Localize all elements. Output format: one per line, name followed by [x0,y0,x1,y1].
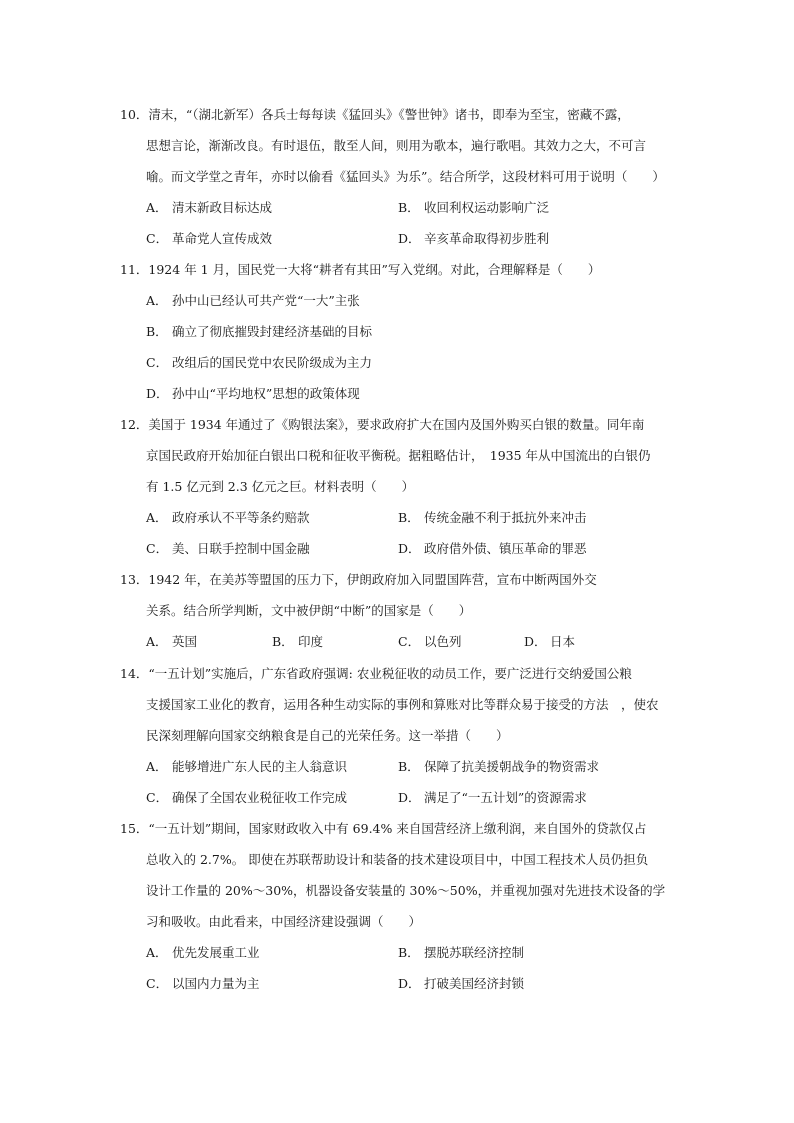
question-stem: 习和吸收。由此看来，中国经济建设强调（ ） [146,914,422,929]
option-d[interactable]: D． 日本 [524,634,576,649]
question-13 [120,564,690,657]
option-row [120,533,690,564]
question-stem: 支援国家工业化的教育，运用各种生动实际的事例和算账对比等群众易于接受的方法 ，使农 [146,697,659,712]
question-15 [120,813,690,999]
option-a[interactable]: A． 能够增进广东人民的主人翁意识 [146,759,348,774]
question-stem: 有 1.5 亿元到 2.3 亿元之巨。材料表明（ ） [146,479,415,494]
option-c[interactable]: C． 革命党人宣传成效 [146,231,273,246]
option-a[interactable]: A． 英国 [146,634,198,649]
question-stem: 15．“一五计划”期间，国家财政收入中有 69.4% 来自国营经济上缴利润，来自国外的贷款仅占 [120,821,647,836]
question-stem: 民深刻理解向国家交纳粮食是自己的光荣任务。这一举措（ ） [146,728,509,743]
question-stem: 思想言论，渐渐改良。有时退伍，散至人间，则用为歌本，遍行歌唱。其效力之大，不可言 [146,138,647,153]
option-c[interactable]: C． 以色列 [398,634,462,649]
option-row [120,968,690,999]
option-row [120,192,690,223]
question-stem: 喻。而文学堂之青年，亦时以偷看《猛回头》为乐”。结合所学，这段材料可用于说明（ ） [146,169,665,184]
question-stem: 11．1924 年 1 月，国民党一大将“耕者有其田”写入党纲。对此，合理解释是（ ） [120,262,601,277]
option-c[interactable]: C． 确保了全国农业税征收工作完成 [146,790,348,805]
option-row [120,782,690,813]
question-stem: 13．1942 年，在美苏等盟国的压力下，伊朗政府加入同盟国阵营，宣布中断两国外交 [120,572,597,587]
question-stem: 10．清末，“（湖北新军）各兵士每每读《猛回头》《警世钟》诸书，即奉为至宝，密藏不露， [120,107,630,122]
option-d[interactable]: D． 打破美国经济封锁 [398,976,525,991]
question-stem: 设计工作量的 20%～30%，机器设备安装量的 30%～50%，并重视加强对先进技术设备的学 [146,883,666,898]
option-a[interactable]: A． 清末新政目标达成 [146,200,273,215]
option-a[interactable]: A． 政府承认不平等条约赔款 [146,510,310,525]
option-c[interactable]: C． 改组后的国民党中农民阶级成为主力 [146,355,373,370]
question-12 [120,409,690,564]
option-row [120,223,690,254]
option-row [120,751,690,782]
question-stem: 总收入的 2.7%。 即使在苏联帮助设计和装备的技术建设项目中，中国工程技术人员仍担负 [146,852,649,867]
question-stem: 14．“一五计划”实施后，广东省政府强调: 农业税征收的动员工作，要广泛进行交纳爱国公粮 [120,666,632,681]
question-11 [120,254,690,409]
question-10 [120,99,690,254]
option-c[interactable]: C． 美、日联手控制中国金融 [146,541,310,556]
option-b[interactable]: B． 传统金融不利于抵抗外来冲击 [398,510,587,525]
option-d[interactable]: D． 辛亥革命取得初步胜利 [398,231,550,246]
option-b[interactable]: B． 印度 [272,634,324,649]
option-b[interactable]: B． 保障了抗美援朝战争的物资需求 [398,759,600,774]
question-stem: 关系。结合所学判断，文中被伊朗“中断”的国家是（ ） [146,603,472,618]
option-b[interactable]: B． 摆脱苏联经济控制 [398,945,525,960]
option-a[interactable]: A． 孙中山已经认可共产党“一大”主张 [146,293,360,308]
question-stem: 12．美国于 1934 年通过了《购银法案》，要求政府扩大在国内及国外购买白银的数量。同年南 [120,417,645,432]
option-row [120,502,690,533]
option-d[interactable]: D． 满足了“一五计划”的资源需求 [398,790,587,805]
question-stem: 京国民政府开始加征白银出口税和征收平衡税。据粗略估计， 1935 年从中国流出的白银仍 [146,448,651,463]
question-14 [120,658,690,813]
option-c[interactable]: C． 以国内力量为主 [146,976,260,991]
option-b[interactable]: B． 确立了彻底摧毁封建经济基础的目标 [146,324,373,339]
option-row [120,937,690,968]
option-b[interactable]: B． 收回利权运动影响广泛 [398,200,550,215]
option-d[interactable]: D． 孙中山“平均地权”思想的政策体现 [146,386,360,401]
option-row [120,626,690,657]
option-d[interactable]: D． 政府借外债、镇压革命的罪恶 [398,541,587,556]
option-a[interactable]: A． 优先发展重工业 [146,945,260,960]
